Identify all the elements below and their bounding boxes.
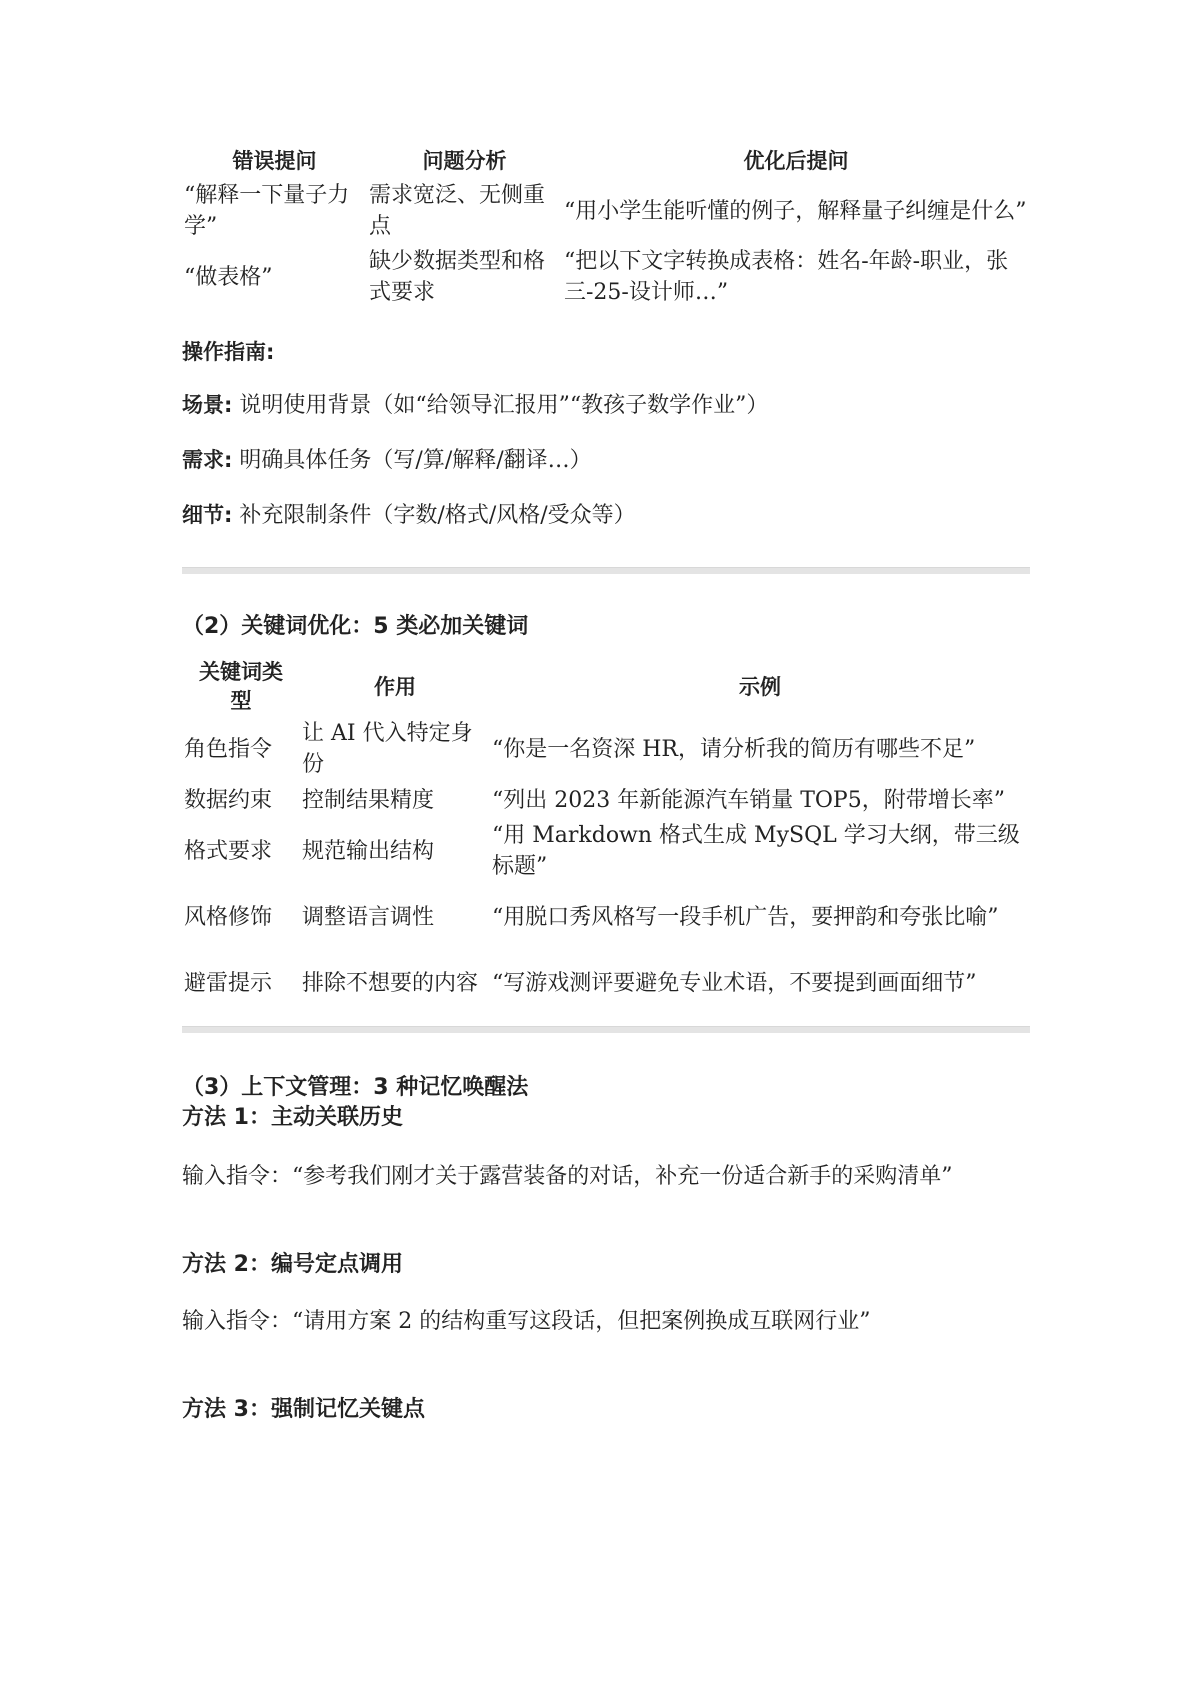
section-heading: （2）关键词优化：5 类必加关键词 — [182, 614, 529, 639]
table-cell: “用 Markdown 格式生成 MySQL 学习大纲，带三级标题” — [492, 823, 1020, 879]
section-heading: （3）上下文管理：3 种记忆唤醒法 — [182, 1075, 529, 1100]
table-cell: “用脱口秀风格写一段手机广告，要押韵和夸张比喻” — [492, 904, 999, 930]
table-cell: 避雷提示 — [184, 970, 273, 996]
table-header-cell: 错误提问 — [232, 149, 317, 173]
table-header-row — [182, 145, 1030, 178]
guide-item: 场景: 说明使用背景（如“给领导汇报用”“教孩子数学作业”） — [182, 393, 769, 418]
table-cell: 让 AI 代入特定身份 — [302, 721, 473, 777]
guide-item-text: 补充限制条件（字数/格式/风格/受众等） — [239, 503, 636, 528]
guide-title: 操作指南: — [182, 340, 275, 364]
table-row — [182, 716, 1030, 782]
table-cell: “解释一下量子力学” — [184, 183, 350, 239]
table-cell: 控制结果精度 — [302, 787, 435, 813]
method-title: 方法 1：主动关联历史 — [182, 1105, 403, 1130]
table-header-cell: 关键词类型 — [199, 660, 283, 713]
table-cell: “把以下文字转换成表格：姓名-年龄-职业，张三-25-设计师…” — [564, 249, 1009, 305]
table-header-row — [182, 658, 1030, 716]
table-cell: 缺少数据类型和格式要求 — [369, 249, 546, 305]
horizontal-divider — [182, 1026, 1030, 1033]
table-row — [182, 178, 1030, 244]
method-title: 方法 2：编号定点调用 — [182, 1252, 403, 1277]
horizontal-divider — [182, 567, 1030, 574]
method-text: 输入指令：“参考我们刚才关于露营装备的对话，补充一份适合新手的采购清单” — [182, 1164, 953, 1189]
question-comparison-table — [182, 145, 1030, 310]
table-header-cell: 作用 — [374, 674, 416, 699]
table-cell: 数据约束 — [184, 787, 273, 813]
guide-item-label: 场景 — [182, 393, 224, 417]
table-cell: 调整语言调性 — [302, 904, 435, 930]
table-cell: 规范输出结构 — [302, 838, 435, 864]
table-cell: “用小学生能听懂的例子，解释量子纠缠是什么” — [564, 198, 1027, 224]
table-cell: 需求宽泛、无侧重点 — [369, 183, 546, 239]
guide-item-label: 需求 — [182, 448, 224, 472]
table-cell: 风格修饰 — [184, 904, 273, 930]
guide-item-text: 说明使用背景（如“给领导汇报用”“教孩子数学作业”） — [239, 393, 769, 418]
table-row — [182, 950, 1030, 1016]
table-row — [182, 884, 1030, 950]
table-row — [182, 818, 1030, 884]
guide-item: 需求: 明确具体任务（写/算/解释/翻译…） — [182, 448, 592, 473]
table-row — [182, 782, 1030, 818]
table-header-cell: 示例 — [739, 674, 781, 699]
table-cell: “写游戏测评要避免专业术语，不要提到画面细节” — [492, 970, 977, 996]
table-cell: “你是一名资深 HR，请分析我的简历有哪些不足” — [492, 736, 976, 762]
table-cell: “做表格” — [184, 264, 273, 290]
table-cell: “列出 2023 年新能源汽车销量 TOP5，附带增长率” — [492, 787, 1005, 813]
method-text: 输入指令：“请用方案 2 的结构重写这段话，但把案例换成互联网行业” — [182, 1309, 871, 1334]
table-header-cell: 问题分析 — [422, 149, 507, 173]
table-header-cell: 优化后提问 — [743, 149, 849, 173]
guide-item-text: 明确具体任务（写/算/解释/翻译…） — [239, 448, 592, 473]
document-page — [182, 145, 1030, 1425]
table-cell: 角色指令 — [184, 736, 273, 762]
guide-item: 细节: 补充限制条件（字数/格式/风格/受众等） — [182, 503, 636, 528]
table-cell: 格式要求 — [184, 838, 273, 864]
guide-item-label: 细节 — [182, 503, 224, 527]
table-cell: 排除不想要的内容 — [302, 970, 479, 996]
method-title: 方法 3：强制记忆关键点 — [182, 1397, 425, 1422]
table-row — [182, 244, 1030, 310]
keyword-types-table — [182, 658, 1030, 1016]
